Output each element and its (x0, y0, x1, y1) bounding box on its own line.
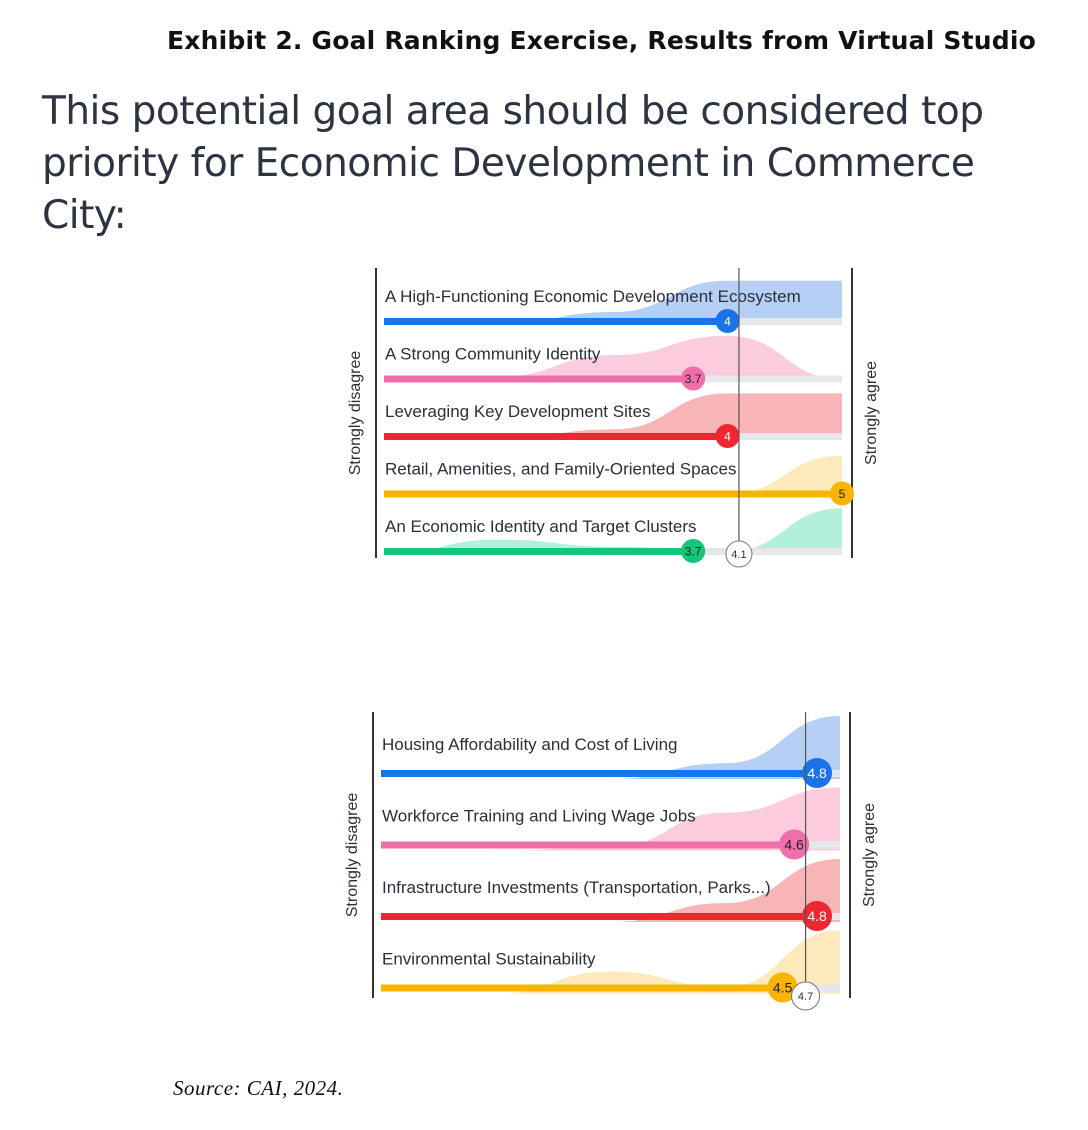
question-heading: This potential goal area should be considered top priority for Economic Development in Commerce City: (42, 89, 984, 238)
goal-score-label: 4.8 (807, 908, 827, 925)
average-label: 4.7 (797, 991, 814, 1003)
goal-label: A High-Functioning Economic Development Ecosystem (385, 287, 801, 306)
goal-row (381, 716, 840, 788)
goal-rows (381, 716, 840, 1003)
goal-row (384, 393, 842, 448)
goal-score-bar (381, 913, 817, 920)
goal-score-bar (384, 548, 693, 555)
goal-score-label: 4 (724, 314, 731, 329)
goal-row (381, 859, 840, 931)
goal-score-bar (384, 491, 842, 498)
goal-label: A Strong Community Identity (385, 344, 601, 364)
goal-row (384, 336, 842, 391)
goal-score-bar (384, 376, 693, 383)
left-axis-label: Strongly disagree (347, 350, 364, 476)
goal-score-label: 3.7 (684, 544, 702, 559)
goal-score-label: 4.8 (807, 765, 827, 782)
goal-score-bar (381, 770, 817, 777)
goal-row (381, 931, 840, 1003)
goal-score-bar (384, 433, 728, 440)
goal-label: Retail, Amenities, and Family-Oriented Spaces (385, 459, 737, 479)
goal-score-label: 4.6 (784, 836, 804, 853)
right-axis-label: Strongly agree (861, 802, 878, 908)
goal-label: An Economic Identity and Target Clusters (385, 517, 697, 536)
goal-label: Housing Affordability and Cost of Living (382, 735, 678, 754)
goal-row (381, 788, 840, 860)
right-axis-label: Strongly agree (863, 360, 880, 466)
source-note: Source: CAI, 2024. (173, 1076, 344, 1100)
goal-score-bar (381, 985, 783, 992)
goal-score-label: 4 (724, 429, 731, 444)
left-axis-label: Strongly disagree (344, 792, 361, 918)
goal-label: Environmental Sustainability (382, 949, 596, 969)
goal-label: Leveraging Key Development Sites (385, 402, 651, 421)
goal-label: Workforce Training and Living Wage Jobs (382, 806, 696, 826)
exhibit-title: Exhibit 2. Goal Ranking Exercise, Results from Virtual Studio (167, 26, 1036, 55)
goal-score-label: 5 (838, 486, 846, 501)
goal-ranking-chart-economic (330, 262, 890, 592)
average-label: 4.1 (731, 549, 747, 561)
goal-rows (384, 281, 854, 563)
goal-ranking-chart-community (330, 706, 890, 1036)
goal-row (384, 281, 842, 333)
goal-score-bar (384, 318, 728, 325)
goal-score-label: 3.7 (684, 371, 702, 386)
goal-label: Infrastructure Investments (Transportation, Parks...) (382, 878, 771, 897)
goal-score-bar (381, 842, 794, 849)
goal-row (384, 508, 842, 563)
goal-row (384, 456, 854, 506)
goal-score-label: 4.5 (772, 979, 793, 996)
